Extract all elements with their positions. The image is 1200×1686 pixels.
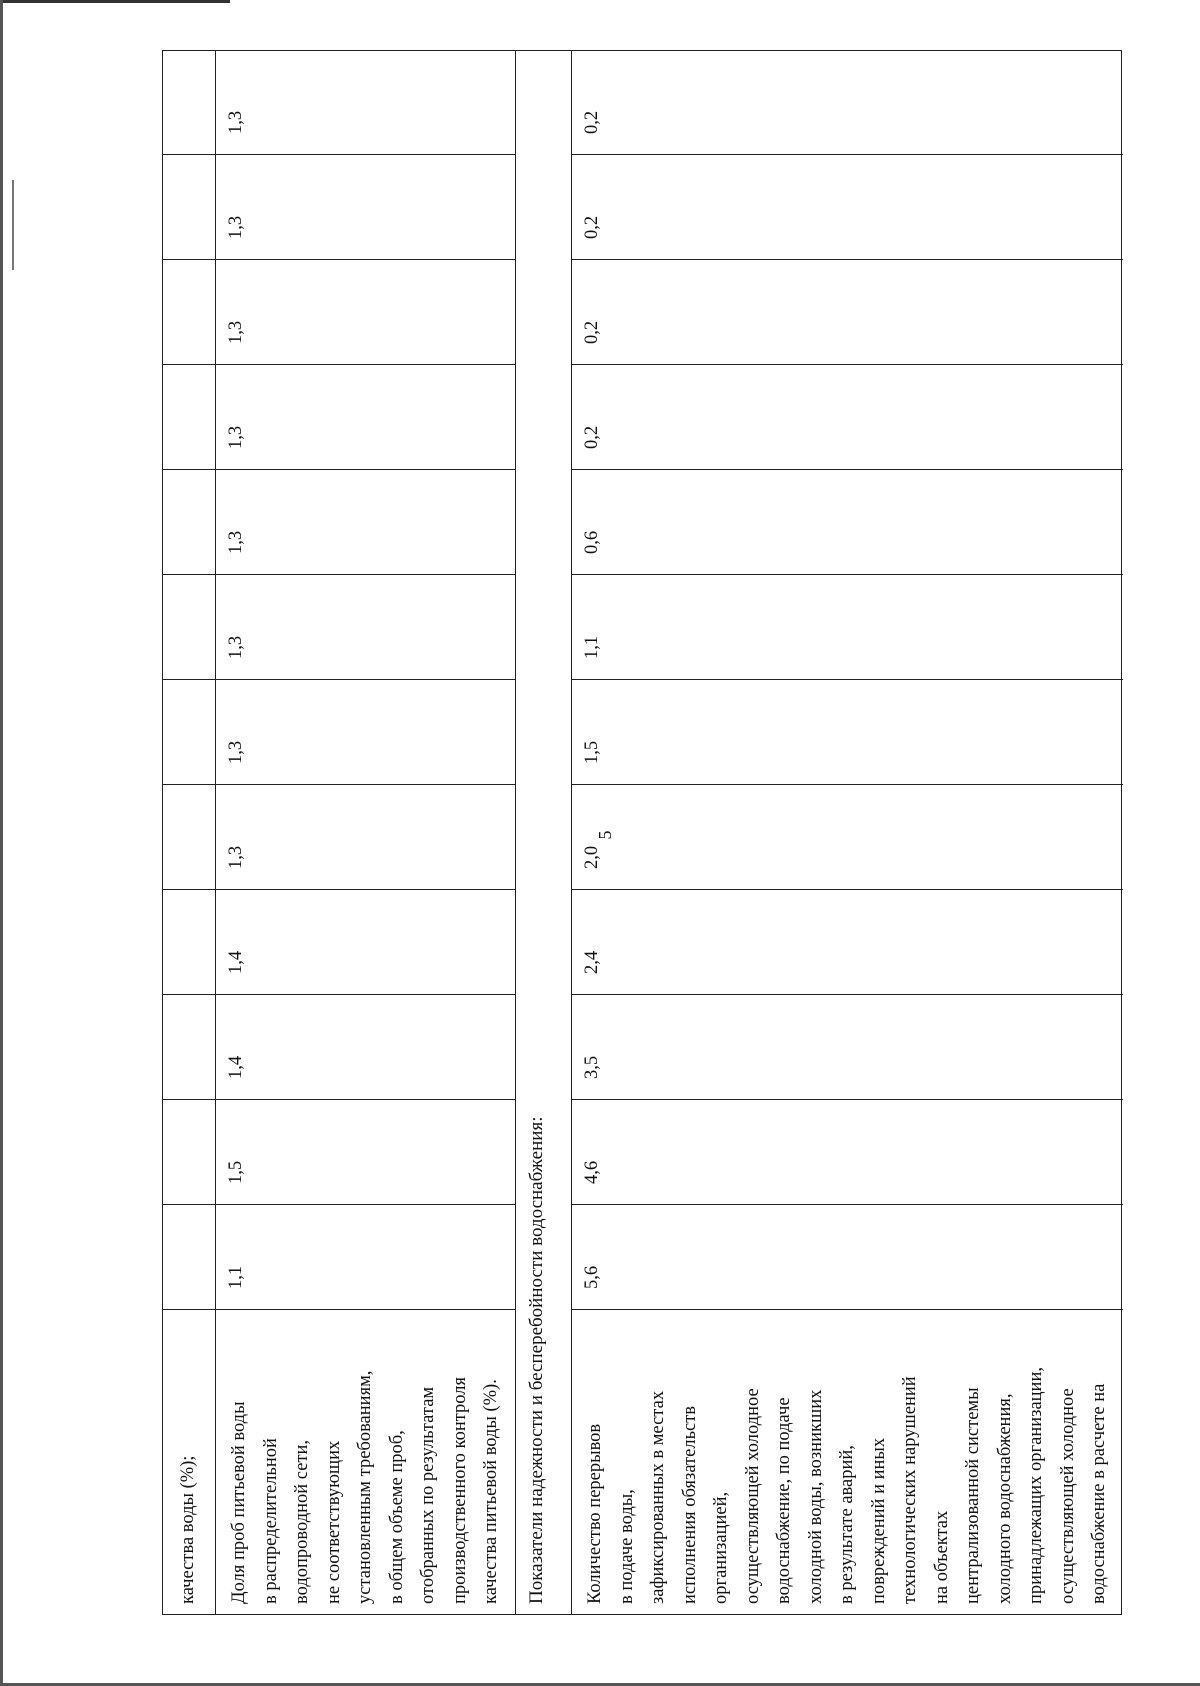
value-cell: 1,3 [226, 110, 246, 134]
value-cell [163, 364, 215, 469]
value-cell: 3,5 [572, 994, 1123, 1099]
table-row-samples [216, 51, 516, 1614]
value-cell: 1,3 [216, 469, 515, 574]
value-cell: 1,4 [216, 994, 515, 1099]
value-cell [163, 994, 215, 1099]
table-row-interruptions [572, 51, 1123, 1614]
value-cell: 1,1 [572, 574, 1123, 679]
row-label: Количество перерывов в подаче воды, зафиксированных в местах исполнения обязательств организацией, осуществляющей холодное водоснабжение, по подаче холодной воды, возникших в результате аварий, повреждений и иных технологических нарушений на объектах централизованной системы холодного водоснабжения, принадлежащих организации, осуществляющей холодное водоснабжение в расчете на [572, 1309, 1123, 1614]
value-cell: 1,3 [216, 574, 515, 679]
scan-notch [12, 180, 14, 270]
indicators-table [162, 50, 1122, 1615]
value-cell [163, 574, 215, 679]
value-cell: 2,4 [572, 889, 1123, 994]
value-cell [163, 154, 215, 259]
page-number: 5 [595, 830, 615, 840]
value-cell [163, 679, 215, 784]
value-cell [163, 1099, 215, 1204]
value-cell: 0,2 [572, 259, 1123, 364]
value-cell: 1,3 [216, 679, 515, 784]
value-cell: 0,2 [572, 364, 1123, 469]
value-cell: 1,4 [216, 889, 515, 994]
scan-edge-top [0, 0, 230, 3]
value-cell: 5,6 [572, 1204, 1123, 1309]
value-cell [163, 889, 215, 994]
row-label: качества воды (%); [163, 1309, 215, 1614]
value-cell: 1,5 [216, 1099, 515, 1204]
value-cell: 1,1 [216, 1204, 515, 1309]
table-row-water-quality-tail [163, 51, 216, 1614]
row-label: Доля проб питьевой воды в распределительной водопроводной сети, не соответствующих установленным требованиям, в общем объеме проб, отобранных по результатам производственного контроля качества питьевой воды (%). [216, 1309, 515, 1614]
value-cell: 1,3 [216, 259, 515, 364]
value-cell: 0,2 [582, 110, 602, 134]
value-cell: 0,6 [572, 469, 1123, 574]
value-cell: 1,3 [216, 784, 515, 889]
table-section-reliability [516, 51, 572, 1614]
value-cell: 4,6 [572, 1099, 1123, 1204]
value-cell: 1,3 [216, 154, 515, 259]
value-cell [163, 784, 215, 889]
value-cell: 1,5 [572, 679, 1123, 784]
value-cell: 1,3 [216, 364, 515, 469]
value-cell [163, 49, 215, 154]
value-cell: 2,0 [572, 784, 1123, 889]
scan-edge-left [0, 0, 3, 1686]
value-cell [163, 1204, 215, 1309]
value-cell: 0,2 [572, 154, 1123, 259]
section-title: Показатели надежности и бесперебойности водоснабжения: [526, 1116, 547, 1604]
value-cell [163, 259, 215, 364]
value-cell [163, 469, 215, 574]
